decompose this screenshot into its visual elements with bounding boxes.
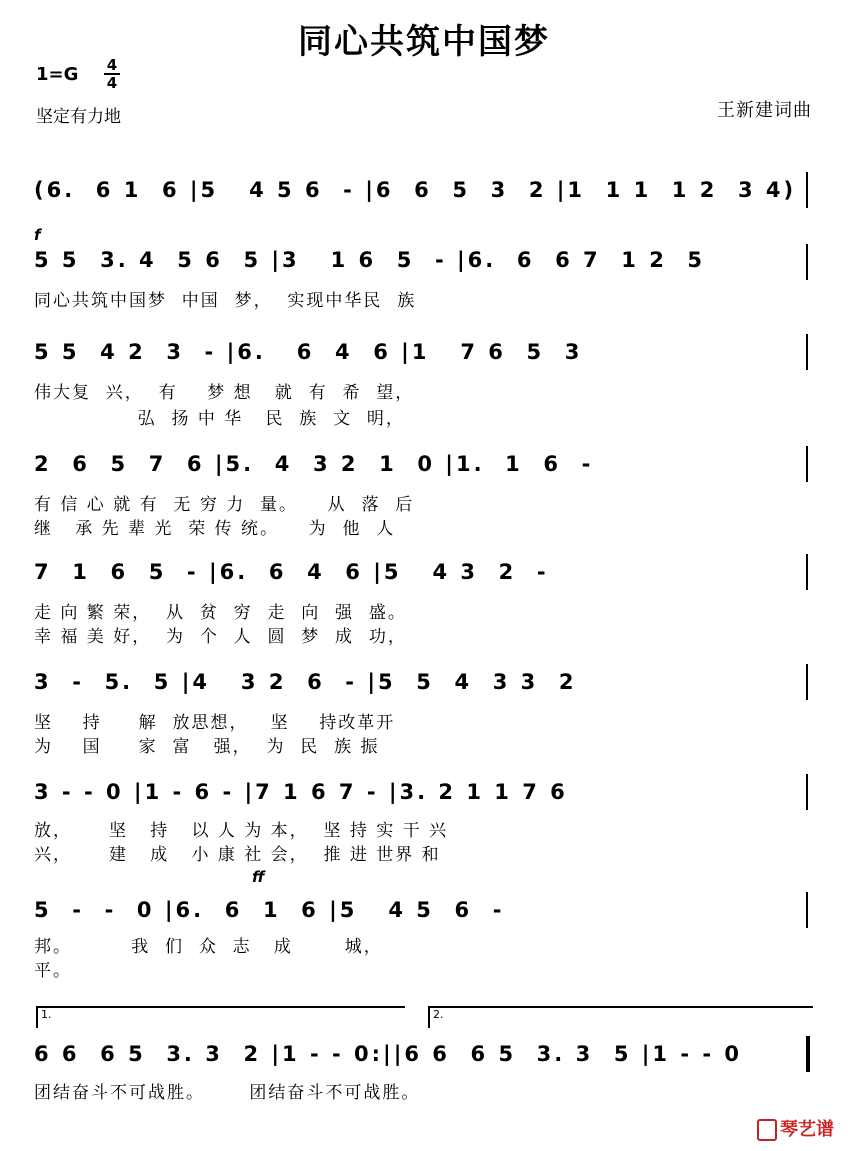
ending-2-bracket: 2. <box>428 1006 813 1028</box>
notes-line: 6 6 6 5 3. 3 2 |1 - - 0:||6 6 6 5 3. 3 5 |1 - - 0 <box>34 1042 742 1066</box>
notes-line: 5 5 4 2 3 - |6. 6 4 6 |1 7 6 5 3 <box>34 340 583 364</box>
notes-line: (6. 6 1 6 |5 4 5 6 - |6 6 5 3 2 |1 1 1 1 2 3 4) <box>34 178 797 202</box>
lyric-line-2: 平。 <box>34 961 72 981</box>
lyric-line-1: 有 信 心 就 有 无 穷 力 量。 从 落 后 <box>34 495 415 515</box>
lyric-line-1: 同心共筑中国梦 中国 梦， 实现中华民 族 <box>34 291 417 311</box>
time-signature <box>104 58 120 90</box>
barline <box>806 774 808 810</box>
site-logo <box>757 1115 834 1141</box>
lyric-line-2: 幸 福 美 好， 为 个 人 圆 梦 成 功， <box>34 627 407 647</box>
lyric-line-1: 伟大复 兴， 有 梦 想 就 有 希 望， <box>34 383 415 403</box>
time-bottom: 4 <box>106 74 118 92</box>
composer: 王新建词曲 <box>717 100 812 121</box>
tempo-marking: 坚定有力地 <box>36 107 121 127</box>
lyric-line-1: 放， 坚 持 以 人 为 本， 坚 持 实 干 兴 <box>34 821 449 841</box>
barline <box>806 664 808 700</box>
barline <box>806 334 808 370</box>
lyric-line-2: 弘 扬 中 华 民 族 文 明， <box>34 409 405 429</box>
notes-line: 7 1 6 5 - |6. 6 4 6 |5 4 3 2 - <box>34 560 549 584</box>
lyric-line-1: 走 向 繁 荣， 从 贫 穷 走 向 强 盛。 <box>34 603 407 623</box>
dynamic-f: f <box>34 226 41 244</box>
lyric-line-1: 邦。 我 们 众 志 成 城， <box>34 937 383 957</box>
notes-line: 5 - - 0 |6. 6 1 6 |5 4 5 6 - <box>34 898 505 922</box>
barline <box>806 446 808 482</box>
notes-line: 3 - - 0 |1 - 6 - |7 1 6 7 - |3. 2 1 1 7 6 <box>34 780 568 804</box>
barline <box>806 244 808 280</box>
lyric-line-2: 兴， 建 成 小 康 社 会， 推 进 世界 和 <box>34 845 441 865</box>
lyric-line-2: 为 国 家 富 强， 为 民 族 振 <box>34 737 380 757</box>
final-barline <box>806 1036 810 1072</box>
barline <box>806 892 808 928</box>
page-title: 同心共筑中国梦 <box>298 22 550 62</box>
logo-text: 琴艺谱 <box>780 1119 834 1140</box>
barline <box>806 172 808 208</box>
notes-line: 5 5 3. 4 5 6 5 |3 1 6 5 - |6. 6 6 7 1 2 5 <box>34 248 706 272</box>
notes-line: 3 - 5. 5 |4 3 2 6 - |5 5 4 3 3 2 <box>34 670 577 694</box>
logo-icon <box>757 1119 777 1141</box>
time-top: 4 <box>106 56 118 74</box>
lyric-line-2: 继 承 先 辈 光 荣 传 统。 为 他 人 <box>34 519 396 539</box>
ending-1-bracket: 1. <box>36 1006 405 1028</box>
barline <box>806 554 808 590</box>
lyric-line-1: 坚 持 解 放思想， 坚 持改革开 <box>34 713 396 733</box>
notes-line: 2 6 5 7 6 |5. 4 3 2 1 0 |1. 1 6 - <box>34 452 594 476</box>
dynamic-ff: ff <box>252 868 265 886</box>
key-signature: 1=G <box>36 64 79 85</box>
lyric-line-1: 团结奋斗不可战胜。 团结奋斗不可战胜。 <box>34 1083 421 1103</box>
